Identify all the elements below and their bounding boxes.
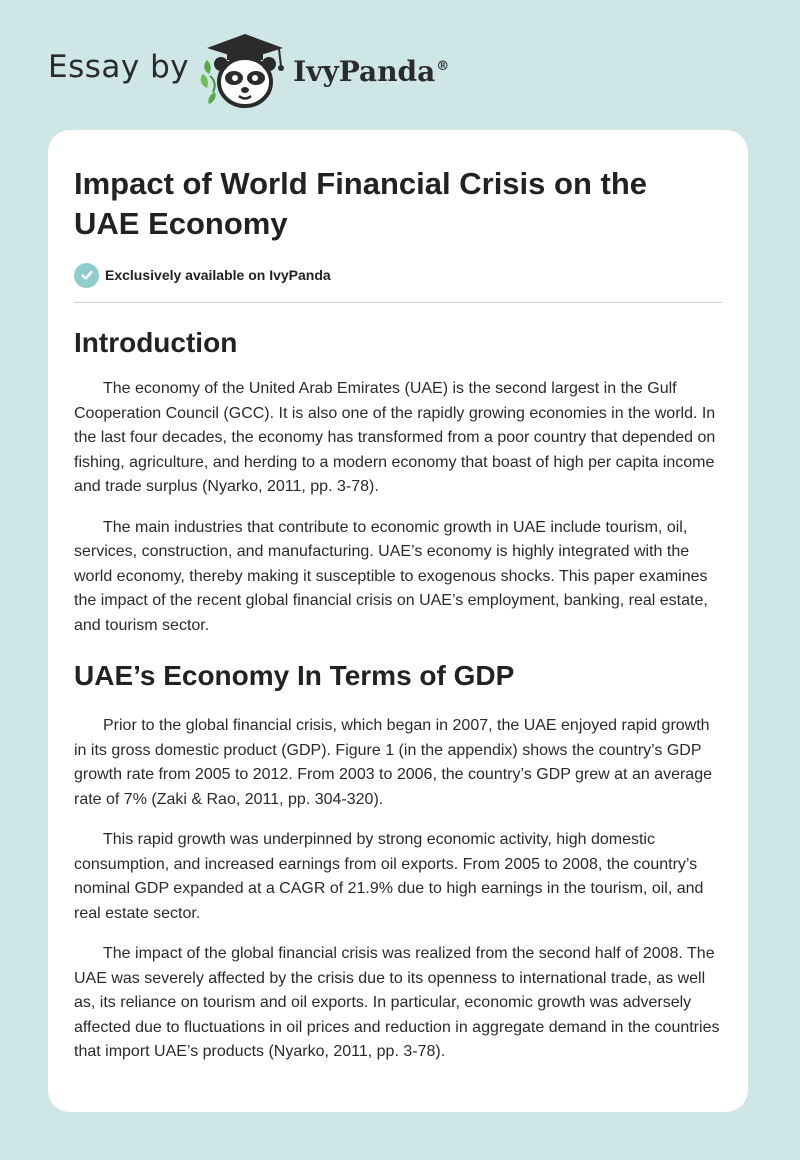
divider [74,302,722,303]
panda-graduate-logo-icon[interactable] [197,30,293,110]
essay-card [48,130,748,1112]
registered-mark: ® [436,59,450,75]
paragraph: This rapid growth was underpinned by strong economic activity, high domestic consumption, and increased earnings from oil exports. From 2005 to 2008, the country’s nominal GDP expanded at a CAGR of 21.9% due to high earnings in the tourism, oil, and real estate sector. [74,831,704,922]
exclusive-badge [74,262,722,288]
paragraph: Prior to the global financial crisis, which began in 2007, the UAE enjoyed rapid growth in its gross domestic product (GDP). Figure 1 (in the appendix) shows the country’s GDP growth rate from 2005 to 2012. From 2003 to 2006, the country’s GDP grew at an average rate of 7% (Zaki & Rao, 2011, pp. 304-320). [74,717,712,808]
checkmark-icon [80,268,94,282]
section-heading-introduction: Introduction [74,327,238,358]
brand-header [48,30,449,110]
paragraph: The main industries that contribute to economic growth in UAE include tourism, oil, services, construction, and manufacturing. UAE’s economy is highly integrated with the world economy, thereby making it susceptible to exogenous shocks. This paper examines the impact of the recent global financial crisis on UAE’s employment, banking, real estate, and tourism sector. [74,518,708,634]
paragraph: The impact of the global financial crisis was realized from the second half of 2008. The UAE was severely affected by the crisis due to its openness to international trade, as well as, its reliance on tourism and oil exports. In particular, economic growth was adversely affected due to fluctuations in oil prices and reduction in aggregate demand in the countries that import UAE’s products (Nyarko, 2011, pp. 3-78). [74,945,720,1060]
badge-label: Exclusively available on IvyPanda [105,267,331,283]
section-heading-gdp: UAE’s Economy In Terms of GDP [74,660,515,691]
brand-prefix: Essay by [48,49,190,85]
brand-name[interactable] [293,55,449,88]
check-circle-icon [74,263,99,288]
essay-title: Impact of World Financial Crisis on the UAE Economy [74,166,648,241]
brand-name-text: IvyPanda [293,54,436,88]
paragraph: The economy of the United Arab Emirates (UAE) is the second largest in the Gulf Cooperation Council (GCC). It is also one of the rapidly growing economies in the world. In the last four decades, the economy has transformed from a poor country that depended on fishing, agriculture, and herding to a modern economy that boast of high per capita income and trade surplus (Nyarko, 2011, pp. 3-78). [74,380,716,495]
